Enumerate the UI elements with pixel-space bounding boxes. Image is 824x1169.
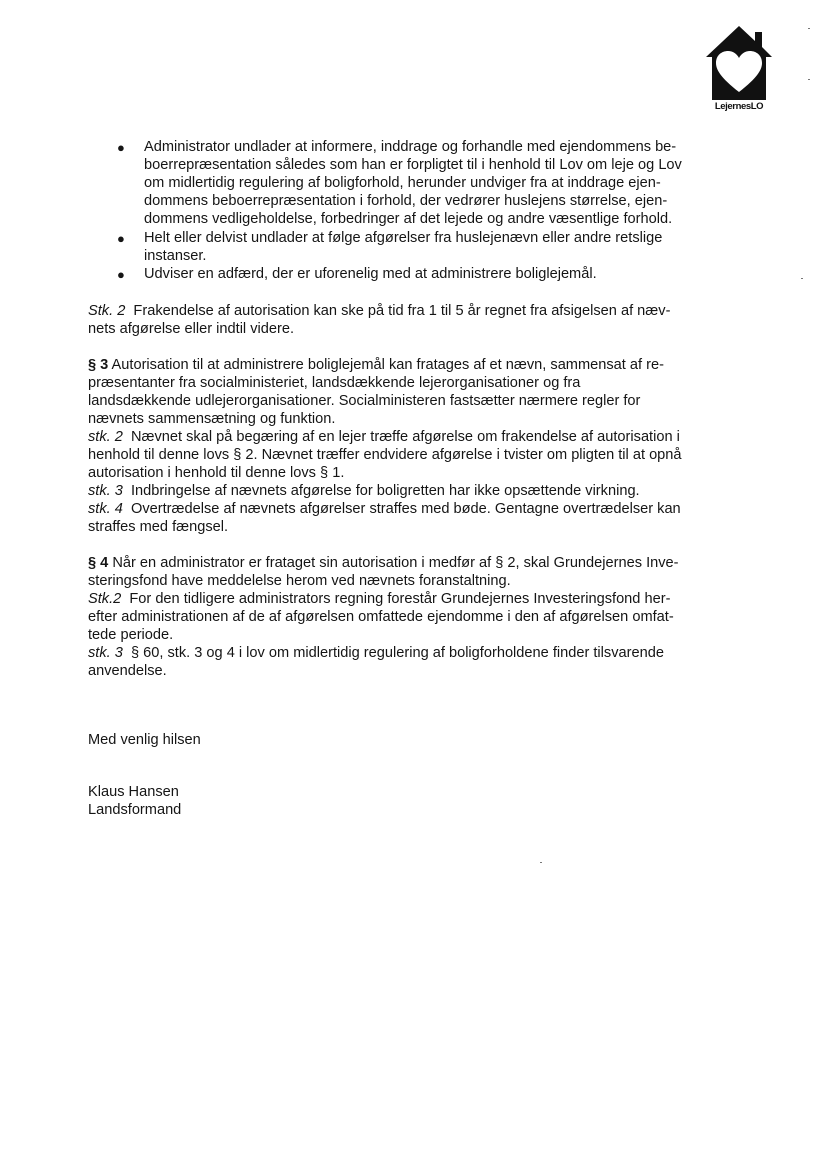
bullet-1-line-5: dommens vedligeholdelse, forbedringer af det lejede og andre væsentlige forhold.	[144, 211, 673, 227]
par3-stk3-label: stk. 3	[88, 483, 123, 499]
par3-line-3: landsdækkende udlejerorganisationer. Socialministeren fastsætter nærmere regler for	[88, 393, 641, 409]
scan-speck	[801, 278, 803, 279]
scan-speck	[808, 79, 810, 80]
par3-stk3-text: Indbringelse af nævnets afgørelse for boligretten har ikke opsættende virkning.	[130, 483, 640, 499]
lejernes-lo-logo	[703, 24, 775, 116]
bullet-1-line-2: boerrepræsentation således som han er forpligtet til i henhold til Lov om leje og Lov	[144, 157, 682, 173]
par4-label: § 4	[88, 555, 109, 571]
par3-stk2-text: Nævnet skal på begæring af en lejer træffe afgørelse om frakendelse af autorisation i	[130, 429, 680, 445]
par3-stk3-line	[88, 483, 640, 500]
par4-text: Når en administrator er frataget sin autorisation i medfør af § 2, skal Grundejernes Inve-	[112, 555, 679, 571]
bullet-dot: ●	[117, 267, 125, 282]
signature-name: Klaus Hansen	[88, 784, 179, 800]
par4-stk2-line-1	[88, 591, 670, 608]
bullet-2-line-2: instanser.	[144, 248, 207, 264]
par3-line-4: nævnets sammensætning og funktion.	[88, 411, 336, 427]
bullet-1-line-1: Administrator undlader at informere, inddrage og forhandle med ejendommens be-	[144, 139, 677, 155]
stk2-paragraph-line-2: nets afgørelse eller indtil videre.	[88, 321, 295, 337]
par4-stk3-line-1	[88, 645, 664, 662]
closing-greeting: Med venlig hilsen	[88, 732, 201, 748]
bullet-3-line-1: Udviser en adfærd, der er uforenelig med at administrere boliglejemål.	[144, 266, 597, 282]
par3-stk2-label: stk. 2	[88, 429, 123, 445]
bullet-dot: ●	[117, 140, 125, 155]
par4-stk3-text: § 60, stk. 3 og 4 i lov om midlertidig regulering af boligforholdene finder tilsvarende	[130, 645, 664, 661]
par3-stk4-line-1	[88, 501, 681, 518]
par4-stk2-text: For den tidligere administrators regning forestår Grundejernes Investeringsfond her-	[129, 591, 671, 607]
bullet-dot: ●	[117, 231, 125, 246]
par3-text: Autorisation til at administrere boliglejemål kan fratages af et nævn, sammensat af re-	[111, 357, 664, 373]
scan-speck	[808, 28, 810, 29]
bullet-2-line-1: Helt eller delvist undlader at følge afgørelser fra huslejenævn eller andre retslige	[144, 230, 663, 246]
par3-stk4-label: stk. 4	[88, 501, 123, 517]
par4-stk3-line-2: anvendelse.	[88, 663, 167, 679]
stk2-text: Frakendelse af autorisation kan ske på tid fra 1 til 5 år regnet fra afsigelsen af næv-	[133, 303, 671, 319]
logo-text: LejernesLO	[714, 101, 764, 112]
par3-stk4-line-2: straffes med fængsel.	[88, 519, 229, 535]
par3-stk2-line-2: henhold til denne lovs § 2. Nævnet træffer endvidere afgørelse i tvister om pligten til at opnå	[88, 447, 682, 463]
bullet-1-line-3: om midlertidig regulering af boligforhold, herunder undviger fra at inddrage ejen-	[144, 175, 661, 191]
par3-stk4-text: Overtrædelse af nævnets afgørelser straffes med bøde. Gentagne overtrædelser kan	[130, 501, 681, 517]
par3-label: § 3	[88, 357, 109, 373]
par3-stk2-line-3: autorisation i henhold til denne lovs § 1.	[88, 465, 345, 481]
par3-stk2-line-1	[88, 429, 680, 446]
signature-title: Landsformand	[88, 802, 182, 818]
par4-line-1	[88, 555, 679, 572]
stk2-label: Stk. 2	[88, 303, 126, 319]
bullet-1-line-4: dommens beboerrepræsentation i forhold, der vedrører huslejens størrelse, ejen-	[144, 193, 668, 209]
par4-line-2: steringsfond have meddelelse herom ved nævnets foranstaltning.	[88, 573, 511, 589]
par4-stk3-label: stk. 3	[88, 645, 123, 661]
scan-speck	[540, 862, 542, 863]
par3-line-2: præsentanter fra socialministeriet, landsdækkende lejerorganisationer og fra	[88, 375, 581, 391]
par4-stk2-label: Stk.2	[88, 591, 122, 607]
stk2-paragraph-line-1	[88, 303, 670, 320]
house-heart-icon	[703, 24, 775, 102]
par4-stk2-line-2: efter administrationen af de af afgørelsen omfattede ejendomme i den af afgørelsen omfat-	[88, 609, 674, 625]
par3-line-1	[88, 357, 664, 374]
par4-stk2-line-3: tede periode.	[88, 627, 174, 643]
